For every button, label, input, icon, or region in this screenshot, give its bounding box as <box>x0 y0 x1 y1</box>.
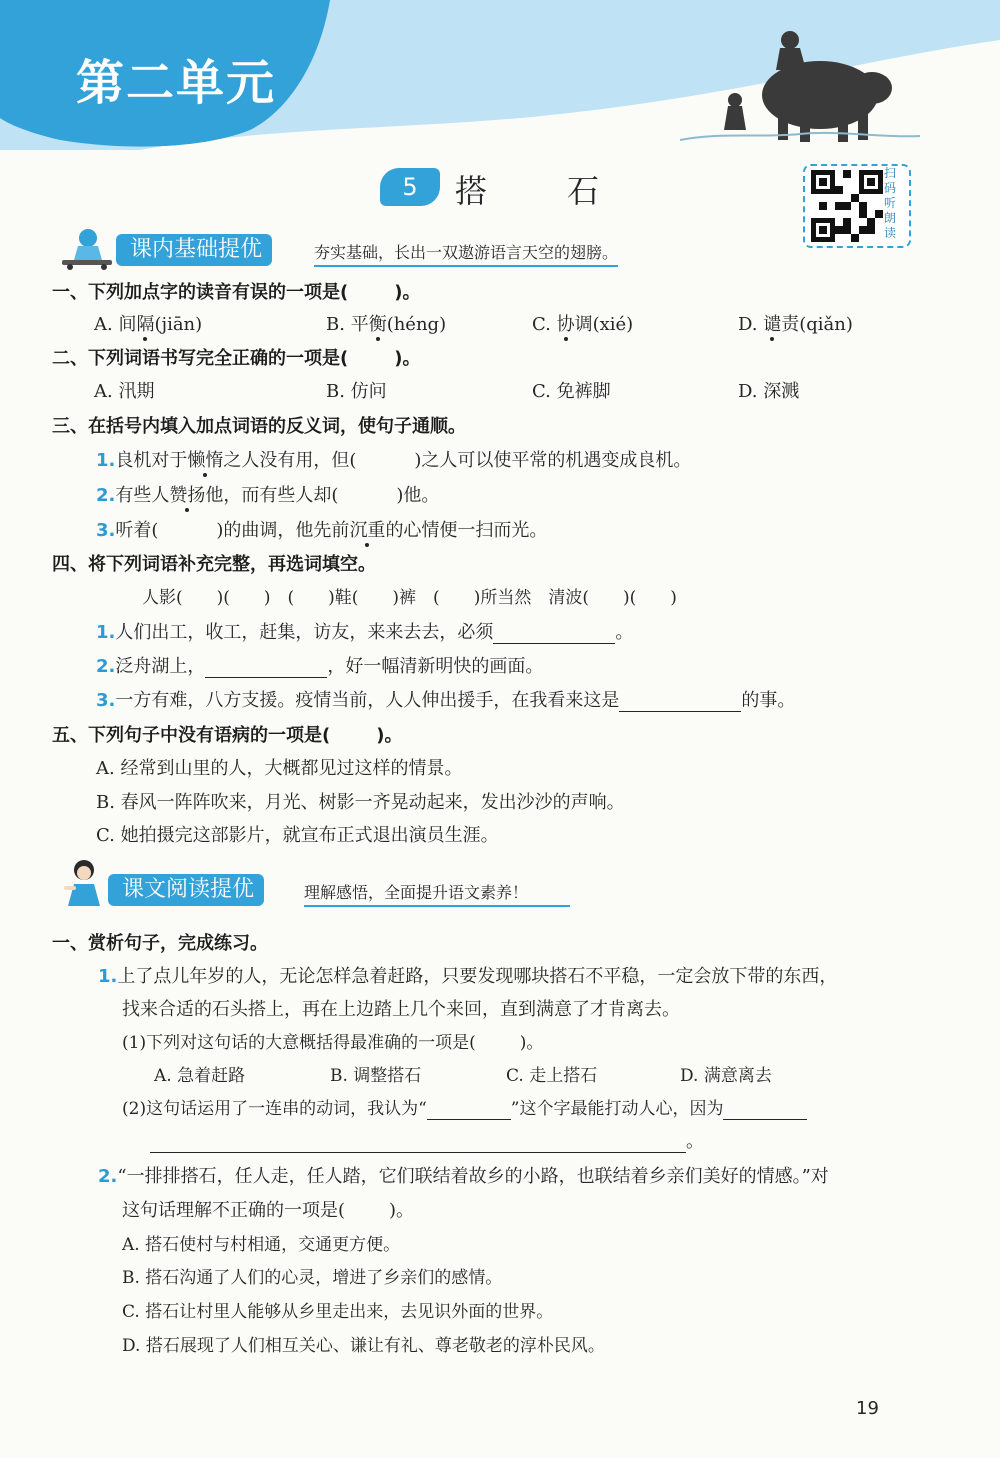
option-text: 责(qiǎn) <box>781 314 853 335</box>
option-c[interactable]: C. 走上搭石 <box>506 1066 598 1086</box>
item-text: 他，而有些人却( <box>205 485 339 506</box>
dotted-word: 赞扬 <box>169 485 206 506</box>
option-c[interactable]: C. 搭石让村里人能够从乡里走出来，去见识外面的世界。 <box>122 1302 554 1322</box>
unit-title: 第二单元 <box>76 55 277 111</box>
option-text: 平 <box>350 314 369 335</box>
reading-item-1-line-2: 找来合适的石头搭上，再在上边踏上几个来回，直到满意了才肯离去。 <box>122 999 680 1020</box>
item-text: 泛舟湖上， <box>115 656 206 677</box>
qr-label: 扫码听朗读 <box>884 166 897 240</box>
option-d[interactable] <box>738 310 853 336</box>
item-text: 的事。 <box>741 690 796 711</box>
item-text: 。 <box>686 1131 704 1152</box>
item-text: 的心情便一扫而光。 <box>385 520 548 541</box>
skateboard-kid-icon <box>48 226 118 270</box>
dotted-word: 懒惰 <box>187 450 224 471</box>
stem-text: 一、下列加点字的读音有误的一项是( <box>52 282 349 303</box>
sub-question-text: (1)下列对这句话的大意概括得最准确的一项是( <box>122 1033 476 1053</box>
item-number: 2. <box>98 1166 118 1187</box>
question-1-stem <box>52 278 420 304</box>
item-text: 之人没有用，但( <box>223 450 357 471</box>
option-c[interactable] <box>532 310 633 336</box>
item-text: 有些人 <box>115 485 170 506</box>
item-text: 良机对于 <box>115 450 188 471</box>
item-number: 3. <box>96 690 116 711</box>
question-3-stem: 三、在括号内填入加点词语的反义词，使句子通顺。 <box>52 416 466 437</box>
reading-item-2-line-2 <box>122 1196 414 1222</box>
stem-text: )。 <box>394 282 421 303</box>
question-4-item-3[interactable] <box>96 686 795 712</box>
item-text: )之人可以使平常的机遇变成良机。 <box>414 450 692 471</box>
lesson-title <box>455 166 599 212</box>
option-a[interactable]: A. 搭石使村与村相通，交通更方便。 <box>122 1235 401 1255</box>
stem-text: )。 <box>394 348 421 369</box>
sub-question-text: )。 <box>519 1033 544 1053</box>
question-5-stem <box>52 721 402 747</box>
question-4-stem: 四、将下列词语补充完整，再选词填空。 <box>52 554 376 575</box>
answer-blank[interactable] <box>427 1099 511 1120</box>
answer-blank[interactable] <box>150 1131 686 1153</box>
qr-code-icon <box>811 170 883 242</box>
item-text: )他。 <box>396 485 440 506</box>
option-d[interactable]: D. 满意离去 <box>680 1066 772 1086</box>
item-text: )。 <box>389 1200 415 1221</box>
item-text: )的曲调，他先前 <box>216 520 350 541</box>
item-number: 1. <box>96 622 116 643</box>
answer-blank[interactable] <box>493 622 615 644</box>
reading-item-1-line-1 <box>98 962 837 988</box>
sub-question-1 <box>122 1028 543 1053</box>
item-number: 3. <box>96 520 116 541</box>
section-banner-reading: 课文阅读提优 <box>108 874 264 906</box>
option-text: 间 <box>118 314 137 335</box>
dotted-char: 协 <box>556 314 575 335</box>
option-letter: C. <box>532 314 551 335</box>
dotted-word: 沉重 <box>349 520 386 541</box>
option-text: (jiān) <box>154 314 203 335</box>
reading-question-stem: 一、赏析句子，完成练习。 <box>52 933 268 954</box>
option-b[interactable]: B. 调整搭石 <box>330 1066 422 1086</box>
reading-item-2-line-1 <box>98 1162 829 1188</box>
question-4-item-2[interactable] <box>96 652 543 678</box>
item-number: 1. <box>98 966 118 987</box>
option-c[interactable]: C. 免裤脚 <box>532 381 611 402</box>
answer-blank[interactable] <box>619 690 741 712</box>
item-text: 人们出工，收工，赶集，访友，来来去去，必须 <box>115 622 494 643</box>
option-text: (héng) <box>386 314 447 335</box>
option-b[interactable]: B. 春风一阵阵吹来，月光、树影一齐晃动起来，发出沙沙的声响。 <box>96 792 625 813</box>
option-text: 调(xié) <box>574 314 634 335</box>
word-fill-line[interactable]: 人影( )( ) ( )鞋( )裤 ( )所当然 清波( )( ) <box>142 588 677 608</box>
item-text: ，好一幅清新明快的画面。 <box>327 656 544 677</box>
question-3-item-1[interactable] <box>96 446 691 472</box>
question-3-item-2[interactable] <box>96 481 439 507</box>
sub-question-2 <box>122 1094 807 1120</box>
dotted-char: 衡 <box>368 314 387 335</box>
option-a[interactable] <box>94 310 202 336</box>
answer-blank[interactable] <box>723 1099 807 1120</box>
item-text: 一方有难，八方支援。疫情当前，人人伸出援手，在我看来这是 <box>115 690 620 711</box>
dotted-char: 谴 <box>763 314 782 335</box>
section-banner-basics: 课内基础提优 <box>116 234 272 266</box>
question-4-item-1[interactable] <box>96 618 633 644</box>
item-text: 。 <box>615 622 634 643</box>
stem-text: )。 <box>376 725 403 746</box>
dotted-char: 隔 <box>136 314 155 335</box>
page-number: 19 <box>856 1398 879 1419</box>
question-3-item-3[interactable] <box>96 516 547 542</box>
item-text: 这句话理解不正确的一项是( <box>122 1200 346 1221</box>
option-b[interactable]: B. 仿问 <box>326 381 387 402</box>
option-a[interactable]: A. 汛期 <box>94 381 155 402</box>
option-a[interactable]: A. 急着赶路 <box>154 1066 246 1086</box>
lesson-number-badge: 5 <box>380 168 440 206</box>
item-number: 1. <box>96 450 116 471</box>
item-text: 听着( <box>115 520 159 541</box>
lesson-title-char: 石 <box>567 172 600 210</box>
option-d[interactable]: D. 深溅 <box>738 381 800 402</box>
option-c[interactable]: C. 她拍摄完这部影片，就宣布正式退出演员生涯。 <box>96 825 499 846</box>
sub-question-text: (2)这句话运用了一连串的动词，我认为“ <box>122 1099 427 1119</box>
stem-text: 二、下列词语书写完全正确的一项是( <box>52 348 349 369</box>
sub-question-2-answer-line[interactable] <box>150 1127 704 1153</box>
option-a[interactable]: A. 经常到山里的人，大概都见过这样的情景。 <box>96 758 463 779</box>
option-letter: A. <box>94 314 113 335</box>
option-d[interactable]: D. 搭石展现了人们相互关心、谦让有礼、尊老敬老的淳朴民风。 <box>122 1336 605 1356</box>
option-b[interactable] <box>326 310 446 336</box>
option-b[interactable]: B. 搭石沟通了人们的心灵，增进了乡亲们的感情。 <box>122 1268 503 1288</box>
reading-girl-icon <box>60 856 110 912</box>
section-subtitle-basics: 夯实基础，长出一双遨游语言天空的翅膀。 <box>314 240 618 267</box>
option-letter: B. <box>326 314 345 335</box>
option-letter: D. <box>738 314 758 335</box>
item-number: 2. <box>96 485 116 506</box>
sub-question-text: ”这个字最能打动人心，因为 <box>510 1099 724 1119</box>
item-text: “一排排搭石，任人走，任人踏，它们联结着故乡的小路，也联结着乡亲们美好的情感。”对 <box>117 1166 829 1187</box>
lesson-title-char: 搭 <box>455 172 488 210</box>
stem-text: 五、下列句子中没有语病的一项是( <box>52 725 331 746</box>
item-text: 上了点儿年岁的人，无论怎样急着赶路，只要发现哪块搭石不平稳，一定会放下带的东西， <box>117 966 838 987</box>
answer-blank[interactable] <box>205 656 327 678</box>
item-number: 2. <box>96 656 116 677</box>
question-2-stem <box>52 344 420 370</box>
section-subtitle-reading: 理解感悟，全面提升语文素养！ <box>304 880 570 907</box>
